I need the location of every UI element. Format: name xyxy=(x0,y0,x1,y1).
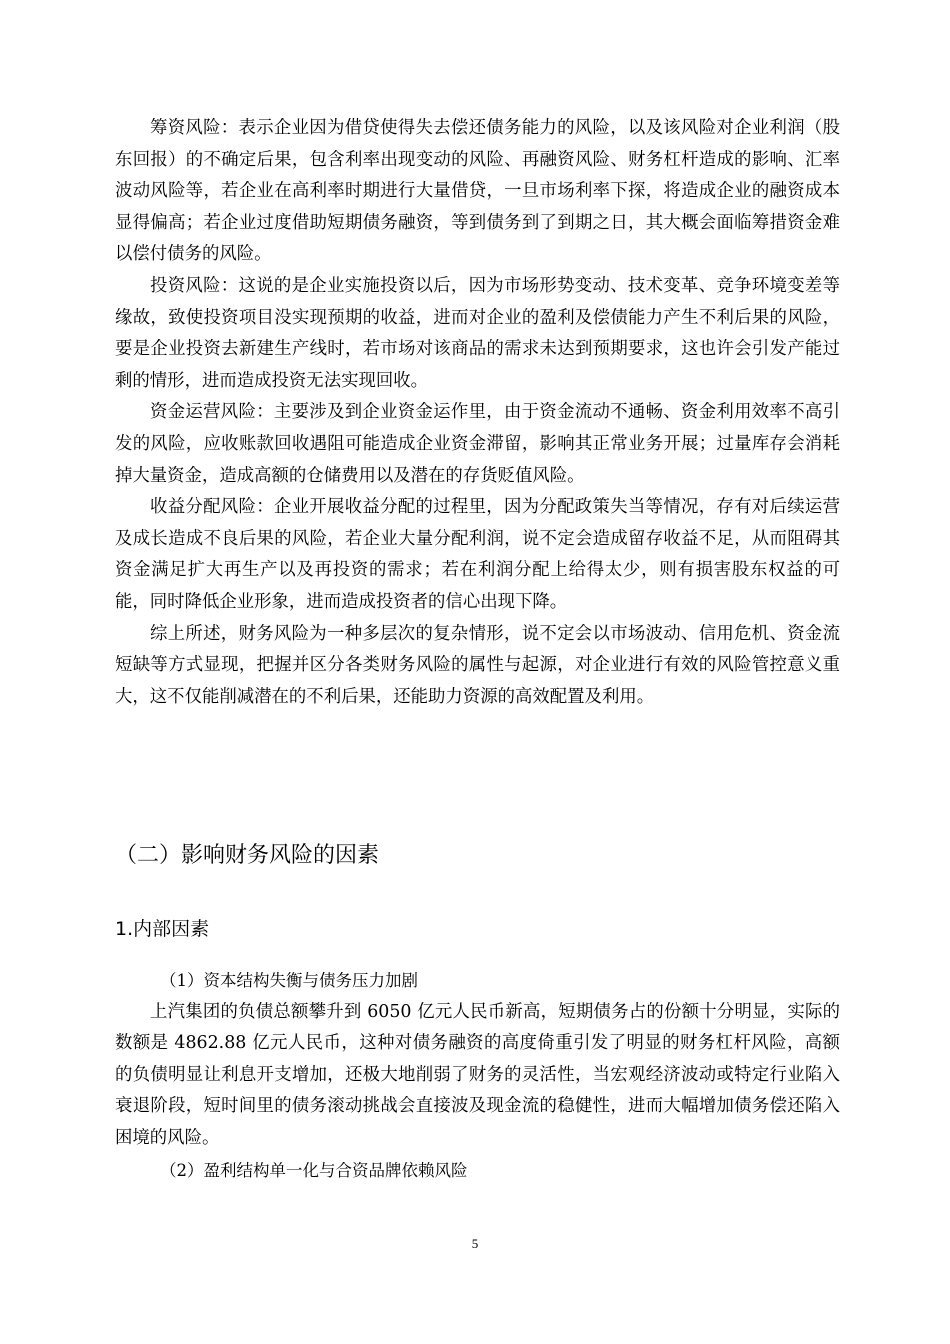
paragraph-investment-risk: 投资风险：这说的是企业实施投资以后，因为市场形势变动、技术变革、竞争环境变差等缘故，致使投资项目没实现预期的收益，进而对企业的盈利及偿债能力产生不利后果的风险，要是企业投资去新建生产线时，若市场对该商品的需求未达到预期要求，这也许会引发产能过剩的情形，进而造成投资无法实现回收。 xyxy=(115,275,840,391)
paragraph-capital-operation-risk: 资金运营风险：主要涉及到企业资金运作里，由于资金流动不通畅、资金利用效率不高引发的风险，应收账款回收遇阻可能造成企业资金滞留，影响其正常业务开展；过量库存会消耗掉大量资金，造成高额的仓储费用以及潜在的存货贬值风险。 xyxy=(115,402,840,486)
body-text-bottom xyxy=(115,965,840,1186)
page-number: 5 xyxy=(471,1236,479,1251)
body-text-top xyxy=(115,113,840,713)
paragraph-profit-distribution-risk: 收益分配风险：企业开展收益分配的过程里，因为分配政策失当等情况，存有对后续运营及成长造成不良后果的风险，若企业大量分配利润，说不定会造成留存收益不足，从而阻碍其资金满足扩大再生产以及再投资的需求；若在利润分配上给得太少，则有损害股东权益的可能，同时降低企业形象，进而造成投资者的信心出现下降。 xyxy=(115,497,840,612)
paragraph-summary: 综上所述，财务风险为一种多层次的复杂情形，说不定会以市场波动、信用危机、资金流短缺等方式显现，把握并区分各类财务风险的属性与起源，对企业进行有效的风险管控意义重大，这不仅能削减潜在的不利后果，还能助力资源的高效配置及利用。 xyxy=(115,623,840,707)
item-1-paragraph: 上汽集团的负债总额攀升到 6050 亿元人民币新高，短期债务占的份额十分明显，实际的数额是 4862.88 亿元人民币，这种对债务融资的高度倚重引发了明显的财务杠杆风险，高额的负债明显让利息开支增加，还极大地削弱了财务的灵活性，当宏观经济波动或特定行业陷入衰退阶段，短时间里的债务滚动挑战会直接波及现金流的稳健性，进而大幅增加债务偿还陷入困境的风险。 xyxy=(115,1001,840,1148)
subsection-heading: 1.内部因素 xyxy=(115,918,210,940)
paragraph-financing-risk: 筹资风险：表示企业因为借贷使得失去偿还债务能力的风险，以及该风险对企业利润（股东回报）的不确定后果，包含利率出现变动的风险、再融资风险、财务杠杆造成的影响、汇率波动风险等，若企业在高利率时期进行大量借贷，一旦市场利率下探，将造成企业的融资成本显得偏高；若企业过度借助短期债务融资，等到债务到了到期之日，其大概会面临筹措资金难以偿付债务的风险。 xyxy=(115,118,840,265)
item-1-title: （1）资本结构失衡与债务压力加剧 xyxy=(160,971,418,990)
section-heading: （二）影响财务风险的因素 xyxy=(115,843,380,868)
item-2-title: （2）盈利结构单一化与合资品牌依赖风险 xyxy=(160,1160,468,1180)
